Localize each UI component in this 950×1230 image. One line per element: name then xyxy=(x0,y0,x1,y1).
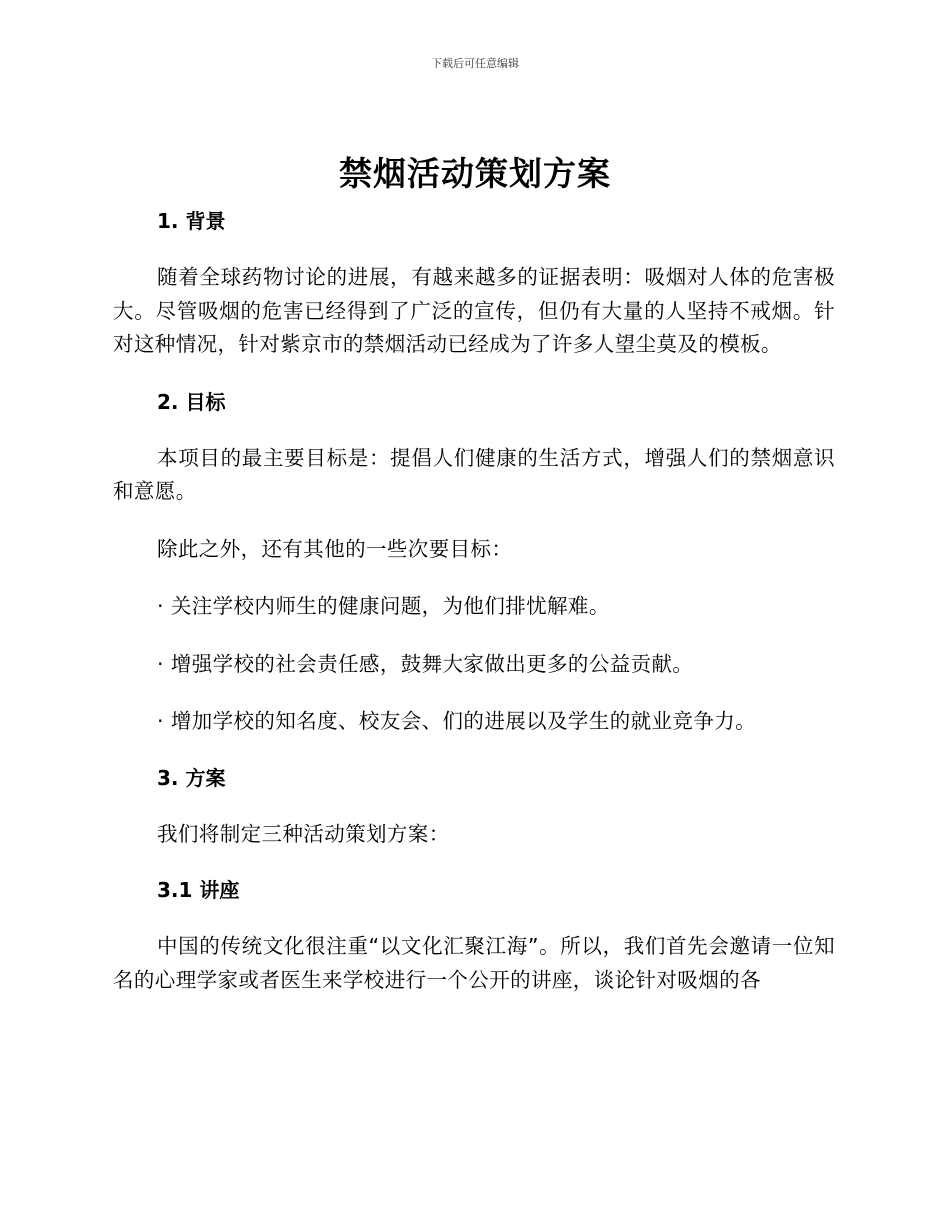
page-header-note: 下载后可任意编辑 xyxy=(431,57,519,70)
section-heading-background: 1. 背景 xyxy=(157,209,226,233)
plan-intro: 我们将制定三种活动策划方案： xyxy=(157,821,450,846)
lecture-paragraph: 中国的传统文化很注重“以文化汇聚江海”。所以，我们首先会邀请一位知名的心理学家或者医生来学校进行一个公开的讲座，谈论针对吸烟的各 xyxy=(113,934,835,992)
background-paragraph: 随着全球药物讨论的进展，有越来越多的证据表明：吸烟对人体的危害极大。尽管吸烟的危害已经得到了广泛的宣传，但仍有大量的人坚持不戒烟。针对这种情况，针对紫京市的禁烟活动已经成为了许多人望尘莫及的模板。 xyxy=(113,265,835,356)
goals-paragraph: 本项目的最主要目标是：提倡人们健康的生活方式，增强人们的禁烟意识和意愿。 xyxy=(113,445,835,503)
section-heading-goals: 2. 目标 xyxy=(157,389,226,414)
goal-item-2: · 增强学校的社会责任感，鼓舞大家做出更多的公益贡献。 xyxy=(157,651,694,676)
section-heading-plan: 3. 方案 xyxy=(157,765,226,790)
document-body xyxy=(113,206,835,997)
goal-item-1: · 关注学校内师生的健康问题，为他们排忧解难。 xyxy=(157,594,610,618)
document-title: 禁烟活动策划方案 xyxy=(339,154,611,193)
goal-item-3: · 增加学校的知名度、校友会、们的进展以及学生的就业竞争力。 xyxy=(157,709,757,733)
goals-intro: 除此之外，还有其他的一些次要目标： xyxy=(157,536,513,561)
section-heading-lecture: 3.1 讲座 xyxy=(157,878,240,902)
